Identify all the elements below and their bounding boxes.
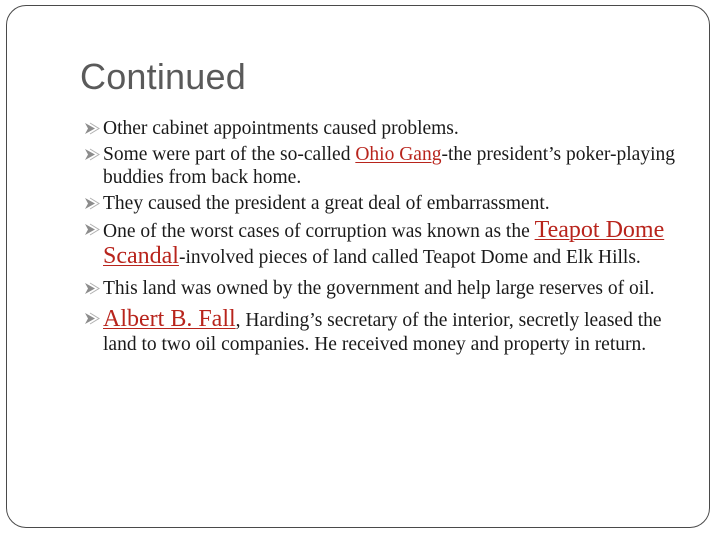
arrow-bullet-icon <box>84 282 100 295</box>
albert-fall-term: Albert B. Fall <box>103 306 236 332</box>
bullet-item <box>84 143 684 189</box>
ohio-gang-term: Ohio Gang <box>355 144 442 165</box>
slide-title: Continued <box>80 56 246 97</box>
bullet-text: -the president’s poker-playing buddies from back home. <box>103 144 675 188</box>
arrow-bullet-icon <box>84 312 100 325</box>
bullet-text: , Harding’s secretary of the interior, secretly leased the land to two oil companies. He received money and property in return. <box>103 310 662 355</box>
slide-body <box>84 117 684 357</box>
bullet-item <box>84 307 684 357</box>
bullet-item <box>84 192 684 215</box>
arrow-bullet-icon <box>84 197 100 210</box>
arrow-bullet-icon <box>84 223 100 236</box>
bullet-text: They caused the president a great deal of embarrassment. <box>103 193 550 214</box>
bullet-text: Some were part of the so-called <box>103 144 356 165</box>
bullet-text: One of the worst cases of corruption was known as the <box>103 221 535 242</box>
bullet-text: -involved pieces of land called Teapot Dome and Elk Hills. <box>178 247 641 268</box>
teapot-dome-term: Teapot Dome Scandal <box>103 217 665 269</box>
bullet-item <box>84 277 684 300</box>
bullet-text: Other cabinet appointments caused problems. <box>103 118 459 139</box>
arrow-bullet-icon <box>84 148 100 161</box>
bullet-item <box>84 117 684 140</box>
arrow-bullet-icon <box>84 122 100 135</box>
bullet-item <box>84 218 684 270</box>
bullet-text: This land was owned by the government and help large reserves of oil. <box>103 278 655 299</box>
